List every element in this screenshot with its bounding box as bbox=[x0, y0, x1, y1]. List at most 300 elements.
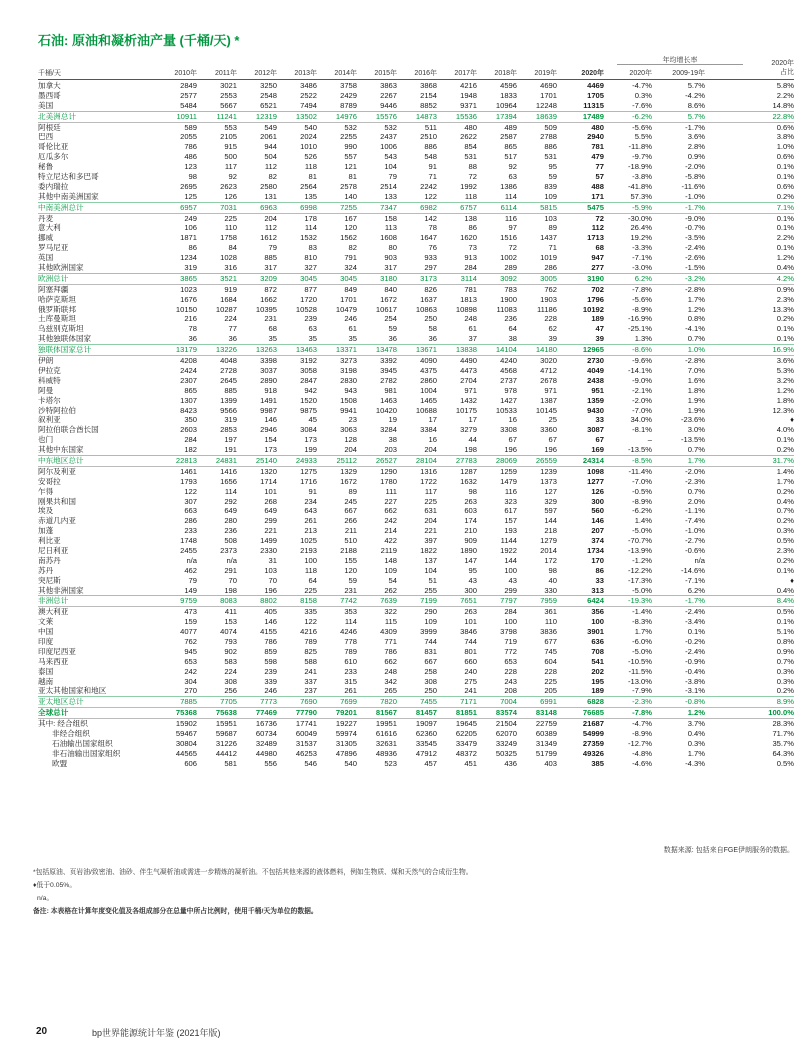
value-2019年: 14180 bbox=[535, 345, 557, 355]
value-2014年: 1701 bbox=[340, 294, 357, 304]
share-2020: 13.3% bbox=[772, 304, 794, 314]
value-2016年: 3173 bbox=[420, 273, 437, 283]
share-2020: 0.3% bbox=[776, 526, 794, 536]
value-2013年: 83 bbox=[308, 243, 317, 253]
value-2014年: 114 bbox=[344, 617, 357, 627]
value-2013年: 540 bbox=[304, 122, 317, 132]
growth-2009-19: -3.1% bbox=[685, 686, 705, 696]
value-2012年: 112 bbox=[264, 223, 277, 233]
value-2012年: 1662 bbox=[260, 294, 277, 304]
growth-2020: -3.0% bbox=[632, 263, 652, 273]
value-2012年: 44980 bbox=[255, 748, 277, 758]
value-2012年: 649 bbox=[264, 506, 277, 516]
value-2010年: 486 bbox=[184, 152, 197, 162]
growth-2020: -9.0% bbox=[632, 375, 652, 385]
value-2012年: 504 bbox=[264, 152, 277, 162]
value-2018年: 284 bbox=[504, 607, 517, 617]
value-2012年: 1612 bbox=[260, 233, 277, 243]
value-2017年: 1948 bbox=[460, 90, 477, 100]
growth-2009-19: 1.9% bbox=[687, 405, 705, 415]
value-2020年: 33 bbox=[595, 575, 604, 585]
value-2015年: 1780 bbox=[380, 476, 397, 486]
value-2014年: 7255 bbox=[340, 202, 357, 212]
value-2015年: 523 bbox=[384, 758, 397, 768]
value-2018年: 28069 bbox=[495, 455, 517, 465]
value-2012年: 556 bbox=[264, 758, 277, 768]
growth-2009-19: -4.2% bbox=[685, 90, 705, 100]
growth-2020: -17.3% bbox=[627, 575, 652, 585]
value-2012年: 2548 bbox=[260, 90, 277, 100]
value-2016年: 76 bbox=[428, 243, 437, 253]
value-2020年: 12965 bbox=[582, 345, 604, 355]
growth-2020: -3.3% bbox=[632, 243, 652, 253]
value-2014年: 540 bbox=[344, 758, 357, 768]
value-2019年: 3005 bbox=[540, 273, 557, 283]
row-label: 挪威 bbox=[38, 233, 54, 243]
value-2015年: 81567 bbox=[375, 708, 397, 718]
value-2010年: 149 bbox=[184, 585, 197, 595]
value-2010年: 786 bbox=[184, 142, 197, 152]
growth-2009-19: n/a bbox=[694, 555, 705, 565]
value-2010年: 8423 bbox=[180, 405, 197, 415]
value-2020年: 189 bbox=[591, 314, 604, 324]
value-2018年: 43 bbox=[508, 575, 517, 585]
value-2014年: 9941 bbox=[340, 405, 357, 415]
value-2018年: 144 bbox=[504, 555, 517, 565]
share-2020: 0.4% bbox=[776, 585, 794, 595]
value-2019年: 25 bbox=[548, 415, 557, 425]
value-2017年: 13838 bbox=[455, 345, 477, 355]
row-label: 越南 bbox=[38, 676, 54, 686]
growth-2020: -25.1% bbox=[627, 324, 652, 334]
value-2020年: 951 bbox=[591, 385, 604, 395]
value-2012年: 231 bbox=[264, 314, 277, 324]
value-2014年: 155 bbox=[344, 555, 357, 565]
value-2014年: 31305 bbox=[335, 738, 357, 748]
value-2011年: 2553 bbox=[220, 90, 237, 100]
value-2016年: 290 bbox=[424, 607, 437, 617]
value-2013年: 17741 bbox=[295, 719, 317, 729]
value-2014年: 25112 bbox=[336, 455, 357, 465]
table-row bbox=[38, 132, 794, 142]
growth-2009-19: 8.6% bbox=[687, 100, 705, 110]
value-2013年: 327 bbox=[304, 263, 317, 273]
value-2012年: 103 bbox=[264, 565, 277, 575]
value-2012年: 268 bbox=[264, 496, 277, 506]
value-2014年: 13371 bbox=[335, 345, 357, 355]
value-2014年: 79201 bbox=[335, 708, 357, 718]
table-row bbox=[38, 487, 794, 497]
value-2016年: 7199 bbox=[420, 596, 437, 606]
growth-2020: -1.2% bbox=[632, 555, 652, 565]
value-2016年: 1637 bbox=[420, 294, 437, 304]
value-2011年: 198 bbox=[224, 585, 237, 595]
value-2020年: 480 bbox=[591, 122, 604, 132]
value-2019年: 3836 bbox=[540, 627, 557, 637]
share-2020: 0.3% bbox=[776, 676, 794, 686]
value-2010年: 44565 bbox=[175, 748, 197, 758]
value-2018年: 1386 bbox=[500, 181, 517, 191]
value-2011年: 11241 bbox=[216, 111, 237, 121]
value-2011年: 24831 bbox=[215, 455, 237, 465]
value-2012年: 859 bbox=[264, 646, 277, 656]
value-2019年: 745 bbox=[544, 646, 557, 656]
value-2010年: 606 bbox=[184, 758, 197, 768]
value-2015年: 3392 bbox=[380, 356, 397, 366]
value-2018年: 2587 bbox=[500, 132, 517, 142]
value-2015年: 2267 bbox=[380, 90, 397, 100]
value-2013年: 2024 bbox=[300, 132, 317, 142]
growth-2009-19: -2.4% bbox=[685, 243, 705, 253]
value-2017年: 300 bbox=[464, 585, 477, 595]
share-2020: 3.2% bbox=[776, 375, 794, 385]
value-2018年: 7004 bbox=[500, 697, 517, 707]
value-2014年: 2188 bbox=[340, 545, 357, 555]
value-2013年: 213 bbox=[304, 526, 317, 536]
value-2011年: 4074 bbox=[220, 627, 237, 637]
value-2014年: 4246 bbox=[340, 627, 357, 637]
row-label: 尼日利亚 bbox=[38, 545, 69, 555]
value-2010年: 286 bbox=[184, 516, 197, 526]
value-2018年: 617 bbox=[504, 506, 517, 516]
table-row bbox=[38, 546, 794, 556]
year-header-10: 2020年 bbox=[581, 70, 604, 77]
value-2013年: 1520 bbox=[300, 395, 317, 405]
value-2013年: 1025 bbox=[300, 536, 317, 546]
value-2011年: 5667 bbox=[220, 100, 237, 110]
value-2011年: 915 bbox=[224, 142, 237, 152]
value-2017年: 248 bbox=[464, 314, 477, 324]
value-2012年: 131 bbox=[264, 191, 277, 201]
value-2016年: 258 bbox=[424, 666, 437, 676]
value-2012年: 77469 bbox=[255, 708, 277, 718]
value-2016年: 308 bbox=[424, 676, 437, 686]
row-label: 叙利亚 bbox=[38, 415, 61, 425]
value-2019年: 18639 bbox=[535, 111, 557, 121]
value-2011年: 114 bbox=[224, 486, 237, 496]
value-2018年: 1427 bbox=[500, 395, 517, 405]
value-2014年: 204 bbox=[344, 445, 357, 455]
value-2012年: 60734 bbox=[255, 729, 277, 738]
value-2012年: 6963 bbox=[260, 202, 277, 212]
growth-2009-19: -11.6% bbox=[681, 181, 705, 191]
table-row bbox=[38, 606, 794, 617]
table-row bbox=[38, 506, 794, 516]
value-2017年: 210 bbox=[464, 526, 477, 536]
value-2011年: 919 bbox=[224, 284, 237, 294]
share-2020: 0.2% bbox=[776, 314, 794, 324]
table-row bbox=[38, 192, 794, 202]
value-2013年: 1532 bbox=[300, 233, 317, 243]
table-row bbox=[38, 576, 794, 586]
value-2010年: 182 bbox=[184, 445, 197, 455]
value-2013年: 1716 bbox=[300, 476, 317, 486]
value-2016年: 109 bbox=[424, 617, 437, 627]
growth-2009-19: -2.7% bbox=[685, 536, 705, 546]
value-2015年: 227 bbox=[384, 496, 397, 506]
row-label: 其他中南美洲国家 bbox=[38, 191, 99, 201]
growth-2009-19: 1.7% bbox=[687, 748, 705, 758]
share-2020: 0.6% bbox=[776, 181, 794, 191]
value-2018年: 116 bbox=[504, 486, 517, 496]
value-2017年: 4473 bbox=[460, 365, 477, 375]
value-2014年: 120 bbox=[344, 565, 357, 575]
unit-label: 千桶/天 bbox=[38, 70, 61, 77]
value-2011年: 308 bbox=[224, 676, 237, 686]
value-2017年: 913 bbox=[464, 253, 477, 263]
value-2014年: 667 bbox=[344, 506, 357, 516]
value-2018年: 6114 bbox=[500, 202, 517, 212]
table-row bbox=[38, 406, 794, 416]
value-2019年: 60389 bbox=[535, 729, 557, 738]
value-2015年: 317 bbox=[384, 263, 397, 273]
row-label: 欧盟 bbox=[52, 758, 68, 768]
row-label: 全球总计 bbox=[38, 708, 69, 718]
value-2013年: 3045 bbox=[300, 273, 317, 283]
value-2011年: 280 bbox=[224, 516, 237, 526]
value-2020年: 488 bbox=[591, 181, 604, 191]
value-2013年: 13502 bbox=[295, 111, 317, 121]
value-2010年: 2577 bbox=[180, 90, 197, 100]
row-label: 亚太其他国家和地区 bbox=[38, 686, 107, 696]
growth-2020: -5.6% bbox=[632, 122, 652, 132]
value-2011年: 2373 bbox=[220, 545, 237, 555]
value-2017年: 909 bbox=[464, 536, 477, 546]
value-2017年: 263 bbox=[464, 496, 477, 506]
value-2011年: 256 bbox=[224, 686, 237, 696]
value-2014年: 246 bbox=[344, 314, 357, 324]
value-2019年: 762 bbox=[544, 284, 557, 294]
value-2020年: 126 bbox=[591, 486, 604, 496]
value-2012年: 3209 bbox=[260, 273, 277, 283]
row-label: 非石油输出国家组织 bbox=[52, 748, 121, 758]
value-2020年: 1359 bbox=[587, 395, 604, 405]
value-2019年: 1701 bbox=[540, 90, 557, 100]
value-2013年: 60049 bbox=[295, 729, 317, 738]
value-2016年: 122 bbox=[424, 191, 437, 201]
year-header-0: 2010年 bbox=[174, 70, 197, 77]
value-2017年: 3114 bbox=[460, 273, 477, 283]
growth-2009-19: -2.4% bbox=[685, 607, 705, 617]
value-2013年: 114 bbox=[304, 223, 317, 233]
growth-2009-19: 5.7% bbox=[687, 111, 705, 121]
footnote-definition: *包括原油、页岩油/致密油、油砂、伴生气凝析油或需进一步精炼的凝析油。不包括其他来源的液体燃料，例如生物质、煤和天然气的合成衍生物。 bbox=[33, 869, 473, 876]
growth-2020: -8.5% bbox=[632, 455, 652, 465]
value-2011年: 2623 bbox=[220, 181, 237, 191]
growth-2020: -2.0% bbox=[632, 395, 652, 405]
value-2012年: 4155 bbox=[260, 627, 277, 637]
value-2020年: 356 bbox=[591, 607, 604, 617]
value-2014年: 61 bbox=[348, 324, 357, 334]
share-2020: 0.9% bbox=[776, 646, 794, 656]
value-2017年: 33479 bbox=[455, 738, 477, 748]
row-label: 中国 bbox=[38, 627, 54, 637]
row-label: 阿塞拜疆 bbox=[38, 284, 69, 294]
value-2018年: 100 bbox=[504, 565, 517, 575]
row-label: 南苏丹 bbox=[38, 555, 61, 565]
value-2020年: 24314 bbox=[582, 455, 604, 465]
year-header-2: 2012年 bbox=[254, 70, 277, 77]
value-2019年: 59 bbox=[548, 172, 557, 182]
value-2013年: 337 bbox=[304, 676, 317, 686]
value-2010年: 304 bbox=[184, 676, 197, 686]
value-2019年: 10145 bbox=[535, 405, 557, 415]
value-2012年: 13263 bbox=[255, 345, 277, 355]
value-2017年: 1432 bbox=[460, 395, 477, 405]
value-2017年: 1992 bbox=[460, 181, 477, 191]
value-2018年: 38 bbox=[508, 334, 517, 344]
value-2011年: 110 bbox=[224, 223, 237, 233]
value-2016年: 1316 bbox=[420, 466, 437, 476]
value-2010年: 5484 bbox=[180, 100, 197, 110]
value-2012年: 10395 bbox=[255, 304, 277, 314]
value-2018年: 1002 bbox=[500, 253, 517, 263]
value-2016年: 3999 bbox=[420, 627, 437, 637]
growth-2020: -8.6% bbox=[632, 345, 652, 355]
column-header-row bbox=[38, 68, 794, 78]
year-header-1: 2011年 bbox=[214, 70, 237, 77]
value-2017年: 660 bbox=[464, 656, 477, 666]
growth-2020: -8.9% bbox=[632, 496, 652, 506]
growth-2009-19: 0.1% bbox=[687, 627, 705, 637]
value-2010年: 10150 bbox=[175, 304, 197, 314]
share-2020: 0.4% bbox=[776, 496, 794, 506]
growth-2009-19: -4.3% bbox=[685, 758, 705, 768]
value-2020年: 17489 bbox=[582, 111, 604, 121]
share-2020: 0.7% bbox=[776, 656, 794, 666]
value-2018年: 21504 bbox=[495, 719, 517, 729]
value-2020年: 313 bbox=[591, 585, 604, 595]
value-2020年: 21687 bbox=[582, 719, 604, 729]
row-label: 其他中东国家 bbox=[38, 445, 84, 455]
growth-2020: 19.2% bbox=[630, 233, 652, 243]
growth-2020: -6.2% bbox=[632, 506, 652, 516]
value-2018年: 3308 bbox=[500, 425, 517, 435]
value-2014年: 3758 bbox=[340, 81, 357, 90]
row-label: 俄罗斯联邦 bbox=[38, 304, 76, 314]
value-2010年: 1461 bbox=[180, 466, 197, 476]
growth-2020: -8.9% bbox=[632, 304, 652, 314]
value-2015年: 109 bbox=[384, 565, 397, 575]
value-2015年: 1672 bbox=[380, 294, 397, 304]
value-2019年: 1019 bbox=[540, 253, 557, 263]
value-2011年: 4048 bbox=[220, 356, 237, 366]
value-2012年: 70 bbox=[268, 575, 277, 585]
row-label: 沙特阿拉伯 bbox=[38, 405, 76, 415]
value-2015年: 203 bbox=[384, 445, 397, 455]
value-2013年: 118 bbox=[304, 162, 317, 172]
growth-2009-19: -0.4% bbox=[685, 666, 705, 676]
growth-2009-19: -1.7% bbox=[685, 596, 705, 606]
value-2016年: 71 bbox=[428, 172, 437, 182]
growth-2020: -5.0% bbox=[632, 646, 652, 656]
value-2014年: 8789 bbox=[340, 100, 357, 110]
value-2017年: 1287 bbox=[460, 466, 477, 476]
footnote-less-than: ♦低于0.05%。 bbox=[33, 882, 77, 889]
value-2017年: 240 bbox=[464, 666, 477, 676]
value-2016年: 933 bbox=[424, 253, 437, 263]
value-2013年: 122 bbox=[304, 617, 317, 627]
value-2010年: 22813 bbox=[175, 455, 197, 465]
value-2019年: 677 bbox=[544, 636, 557, 646]
value-2017年: 37 bbox=[468, 334, 477, 344]
row-label: 印度尼西亚 bbox=[38, 646, 76, 656]
row-label: 加蓬 bbox=[38, 526, 54, 536]
value-2018年: 772 bbox=[504, 646, 517, 656]
value-2011年: 1399 bbox=[220, 395, 237, 405]
value-2010年: 9759 bbox=[180, 596, 197, 606]
value-2014年: 121 bbox=[344, 162, 357, 172]
value-2011年: 316 bbox=[224, 263, 237, 273]
total-row bbox=[38, 595, 794, 606]
table-row bbox=[38, 233, 794, 243]
value-2013年: 1275 bbox=[300, 466, 317, 476]
value-2014年: 1562 bbox=[340, 233, 357, 243]
row-label: 石油输出国家组织 bbox=[52, 738, 113, 748]
value-2017年: 7171 bbox=[460, 697, 477, 707]
value-2017年: 72 bbox=[468, 172, 477, 182]
value-2019年: 103 bbox=[544, 213, 557, 223]
table-row bbox=[38, 667, 794, 677]
growth-2009-19: -5.8% bbox=[685, 172, 705, 182]
value-2018年: 7797 bbox=[500, 596, 517, 606]
value-2015年: 38 bbox=[388, 435, 397, 445]
growth-2009-19: -1.7% bbox=[685, 202, 705, 212]
value-2017年: 86 bbox=[468, 223, 477, 233]
growth-2020: 57.3% bbox=[630, 191, 652, 201]
growth-2020: – bbox=[647, 435, 652, 445]
value-2014年: 3273 bbox=[340, 356, 357, 366]
value-2018年: 978 bbox=[504, 385, 517, 395]
value-2019年: 971 bbox=[544, 385, 557, 395]
value-2015年: 26527 bbox=[375, 455, 397, 465]
value-2020年: 207 bbox=[591, 526, 604, 536]
table-row bbox=[38, 686, 794, 696]
table-row bbox=[38, 526, 794, 536]
row-label: 其中: 经合组织 bbox=[38, 719, 88, 729]
value-2018年: 193 bbox=[504, 526, 517, 536]
value-2013年: 100 bbox=[304, 555, 317, 565]
growth-2020: -10.5% bbox=[627, 656, 652, 666]
value-2017年: 744 bbox=[464, 636, 477, 646]
value-2019年: 5815 bbox=[540, 202, 557, 212]
value-2016年: 58 bbox=[428, 324, 437, 334]
value-2016年: 826 bbox=[424, 284, 437, 294]
share-2020: 71.7% bbox=[772, 729, 794, 738]
value-2015年: 1006 bbox=[380, 142, 397, 152]
growth-2009-19: 3.7% bbox=[687, 719, 705, 729]
growth-2020: 6.2% bbox=[634, 273, 652, 283]
value-2016年: 204 bbox=[424, 516, 437, 526]
growth-2020: -41.8% bbox=[627, 181, 652, 191]
value-2010年: 1793 bbox=[180, 476, 197, 486]
growth-header-rule bbox=[617, 64, 743, 65]
value-2011年: 9566 bbox=[220, 405, 237, 415]
growth-2020: -11.5% bbox=[628, 666, 652, 676]
value-2019年: 1387 bbox=[540, 395, 557, 405]
growth-2020: -8.1% bbox=[632, 425, 652, 435]
value-2012年: 221 bbox=[264, 526, 277, 536]
table-row bbox=[38, 305, 794, 315]
value-2019年: 95 bbox=[548, 162, 557, 172]
growth-2020: -70.7% bbox=[627, 536, 652, 546]
value-2018年: 299 bbox=[504, 585, 517, 595]
value-2014年: 3198 bbox=[340, 365, 357, 375]
value-2018年: 100 bbox=[504, 617, 517, 627]
value-2018年: 11083 bbox=[496, 304, 517, 314]
value-2020年: 277 bbox=[591, 263, 604, 273]
value-2015年: 903 bbox=[384, 253, 397, 263]
